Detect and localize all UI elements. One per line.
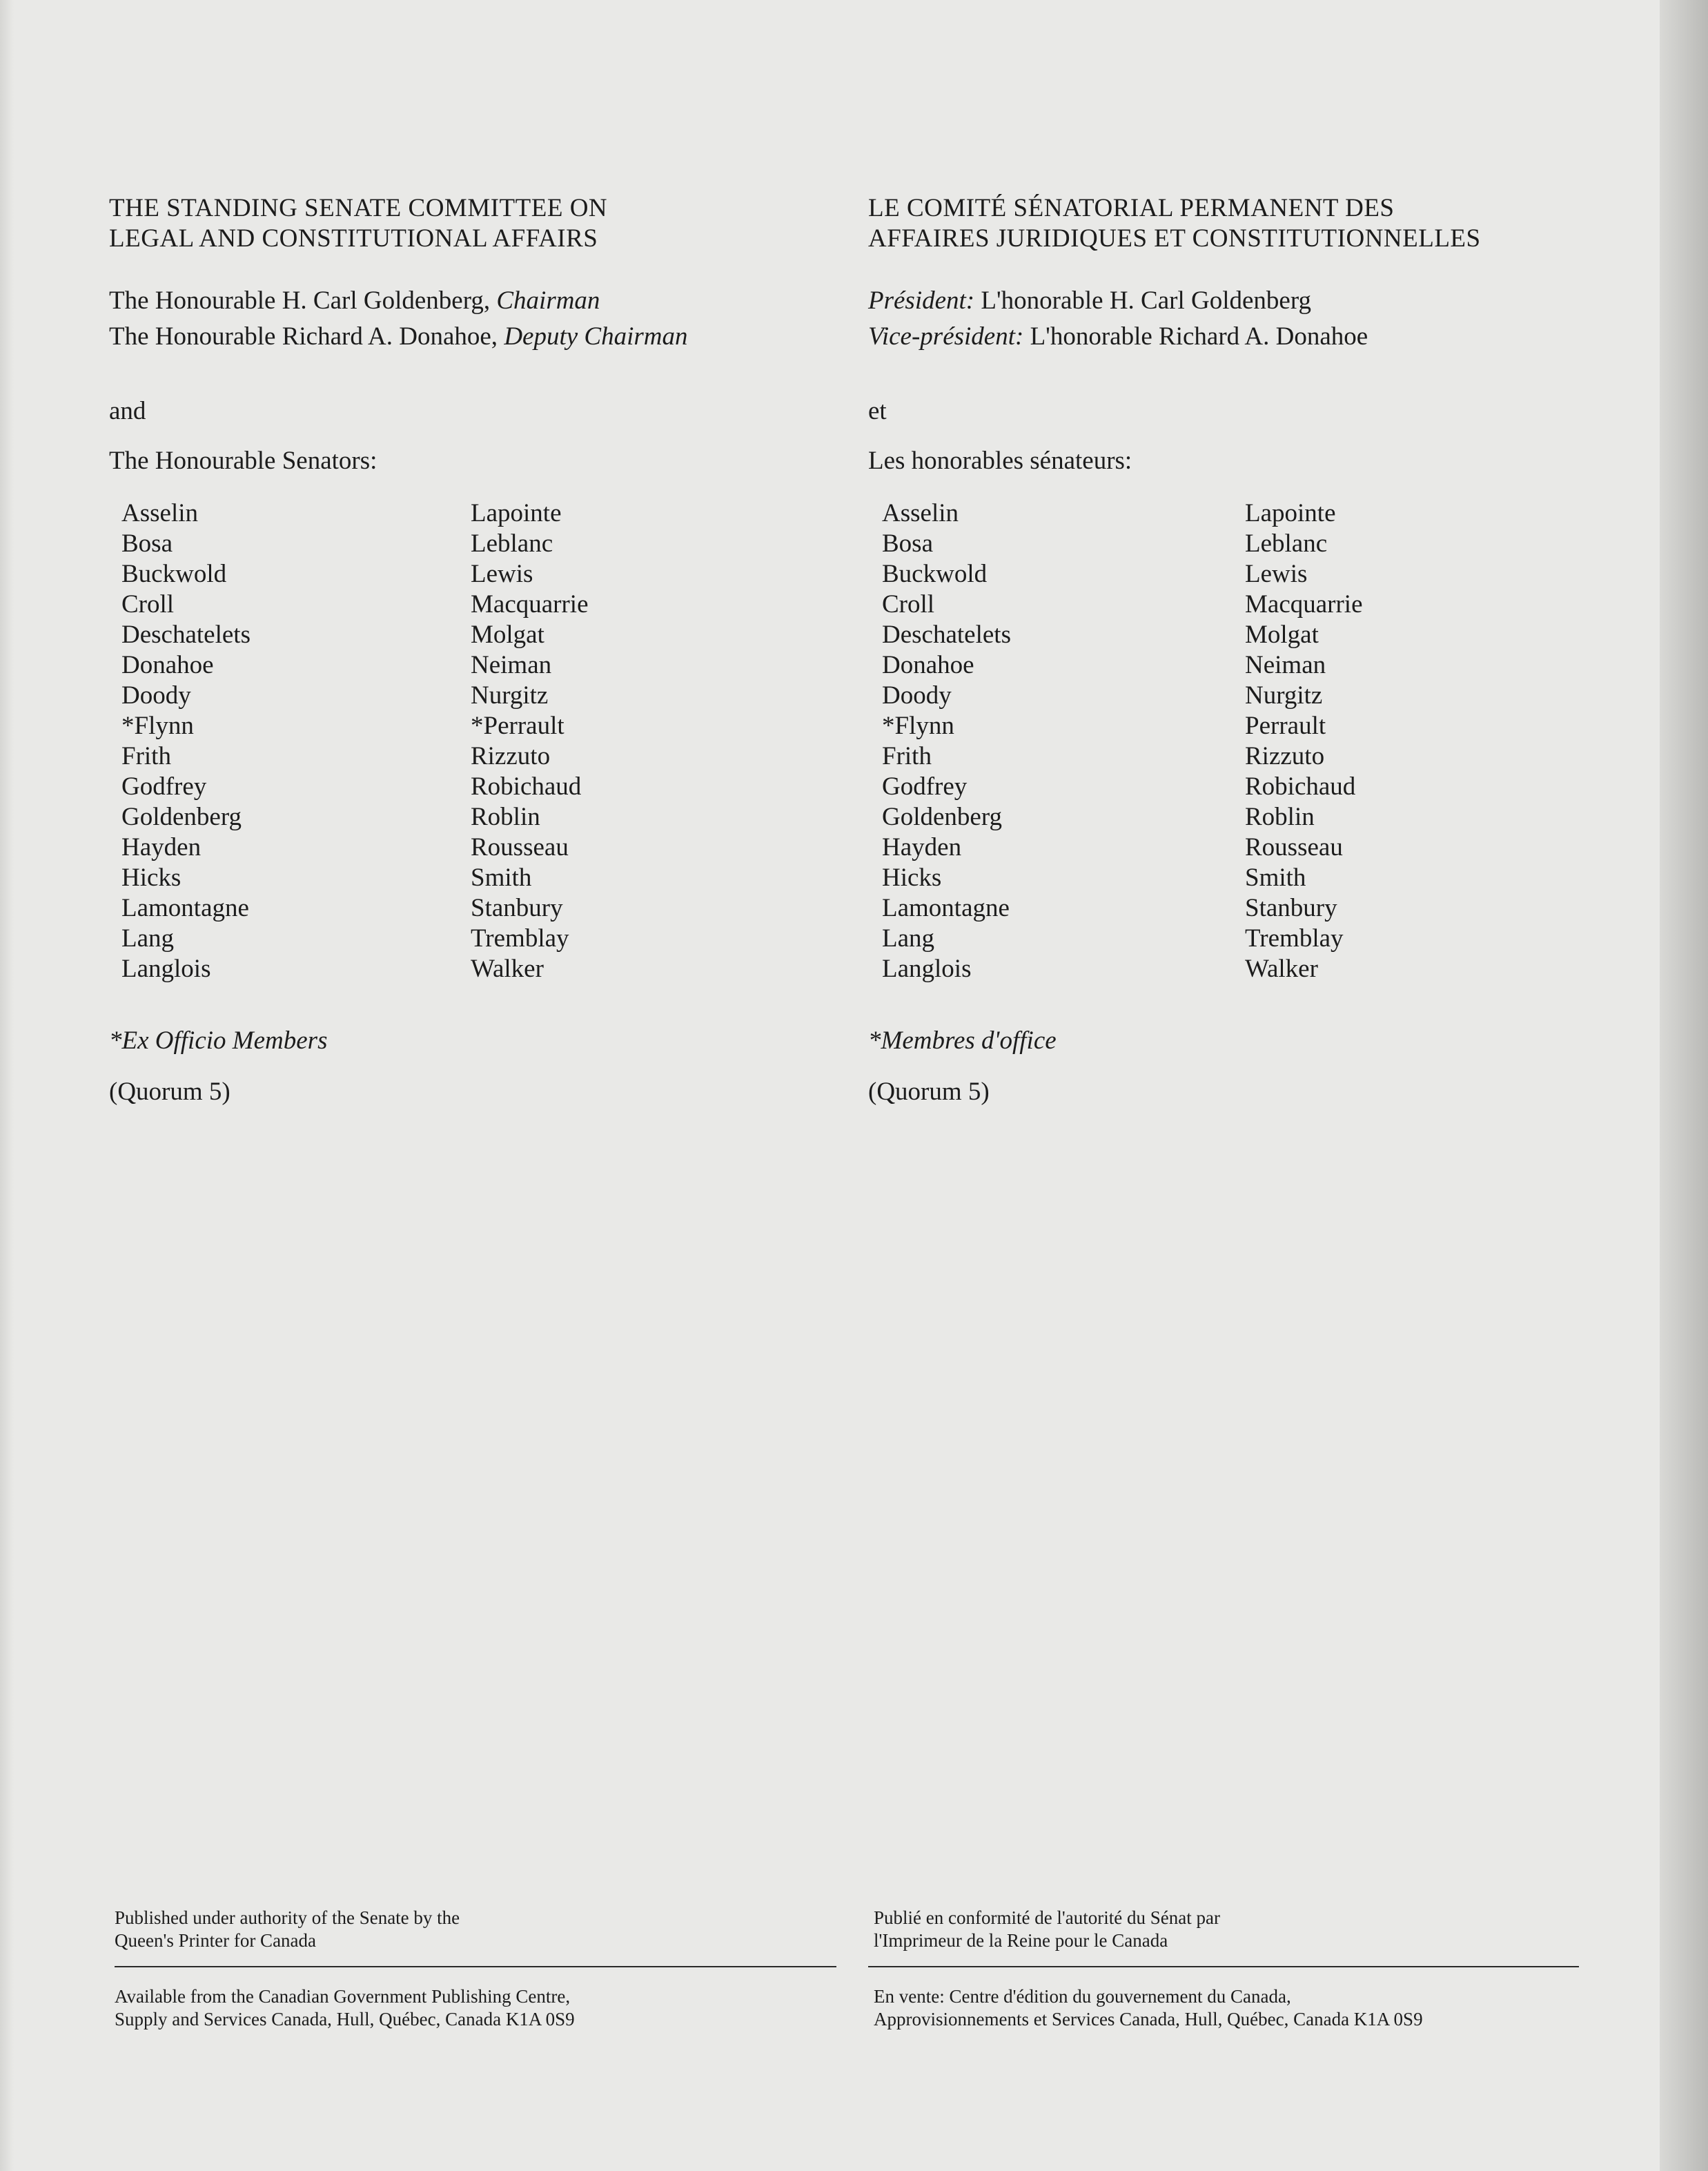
senator-name: Lamontagne xyxy=(121,894,249,922)
divider-rule xyxy=(868,1966,1579,1967)
senator-name: Hicks xyxy=(882,864,942,892)
senator-name: Macquarrie xyxy=(471,590,589,619)
vice-president-role: Vice-président: xyxy=(868,322,1024,351)
vice-president-line xyxy=(868,322,1368,352)
senator-name: Rousseau xyxy=(471,833,569,861)
senator-name: Walker xyxy=(471,955,544,983)
senator-name: Buckwold xyxy=(882,560,988,588)
president-line xyxy=(868,286,1311,316)
senator-name: Goldenberg xyxy=(121,803,242,831)
senator-name: Nurgitz xyxy=(471,681,549,710)
senator-name: Rizzuto xyxy=(1245,742,1325,770)
chairman-role: Chairman xyxy=(496,286,600,315)
senator-name: Langlois xyxy=(121,955,211,983)
senator-name: Tremblay xyxy=(1245,924,1344,953)
senator-name: Leblanc xyxy=(1245,529,1328,558)
senator-list-column-2 xyxy=(471,498,589,984)
senator-list-column-1 xyxy=(882,498,1011,984)
senator-name: Lewis xyxy=(471,560,533,588)
senator-name: Molgat xyxy=(471,621,544,649)
deputy-chairman-name: The Honourable Richard A. Donahoe, xyxy=(109,322,498,351)
title-line-1: THE STANDING SENATE COMMITTEE ON xyxy=(109,194,608,222)
senator-name: *Flynn xyxy=(121,712,194,740)
senator-name: Bosa xyxy=(121,529,173,558)
senator-name: *Perrault xyxy=(471,712,565,740)
president-name: L'honorable H. Carl Goldenberg xyxy=(981,286,1312,315)
senator-name: Donahoe xyxy=(121,651,214,679)
senator-name: Lewis xyxy=(1245,560,1308,588)
committee-title-english xyxy=(109,193,607,254)
senator-name: Robichaud xyxy=(1245,772,1356,801)
senator-name: Smith xyxy=(1245,864,1306,892)
senator-name: Walker xyxy=(1245,955,1318,983)
deputy-chairman-role: Deputy Chairman xyxy=(504,322,688,351)
ex-officio-note: *Ex Officio Members xyxy=(109,1026,328,1055)
senator-name: Hayden xyxy=(121,833,202,861)
title-line-2: LEGAL AND CONSTITUTIONAL AFFAIRS xyxy=(109,224,598,253)
senator-name: Lang xyxy=(121,924,175,953)
committee-title-french xyxy=(868,193,1481,254)
senator-name: Lapointe xyxy=(1245,499,1336,527)
published-notice: Published under authority of the Senate by the Queen's Printer for Canada xyxy=(115,1907,460,1951)
senator-name: Godfrey xyxy=(882,772,968,801)
senator-name: Doody xyxy=(882,681,952,710)
senator-name: Langlois xyxy=(882,955,972,983)
senator-name: Buckwold xyxy=(121,560,227,588)
senator-list-column-1 xyxy=(121,498,251,984)
title-line-1: LE COMITÉ SÉNATORIAL PERMANENT DES xyxy=(868,194,1395,222)
senator-name: Nurgitz xyxy=(1245,681,1323,710)
conjunction-and: and xyxy=(109,397,146,425)
senator-name: Doody xyxy=(121,681,191,710)
senator-name: Asselin xyxy=(882,499,959,527)
senator-name: Macquarrie xyxy=(1245,590,1363,619)
senators-heading: The Honourable Senators: xyxy=(109,447,377,475)
title-line-2: AFFAIRES JURIDIQUES ET CONSTITUTIONNELLES xyxy=(868,224,1481,253)
senator-name: Roblin xyxy=(471,803,540,831)
senator-name: Neiman xyxy=(471,651,552,679)
senator-name: Rousseau xyxy=(1245,833,1343,861)
president-role: Président: xyxy=(868,286,975,315)
senator-name: Lamontagne xyxy=(882,894,1010,922)
senator-name: Tremblay xyxy=(471,924,569,953)
availability-notice: En vente: Centre d'édition du gouvernement du Canada, Approvisionnements et Services Canada, Hull, Québec, Canada K1A 0S9 xyxy=(874,1986,1423,2029)
senator-name: Croll xyxy=(121,590,175,619)
ex-officio-note: *Membres d'office xyxy=(868,1026,1057,1055)
senator-name: Robichaud xyxy=(471,772,582,801)
conjunction-et: et xyxy=(868,397,887,425)
senator-name: Lapointe xyxy=(471,499,562,527)
chairman-name: The Honourable H. Carl Goldenberg, xyxy=(109,286,491,315)
senator-name: Asselin xyxy=(121,499,198,527)
senator-name: Stanbury xyxy=(471,894,563,922)
senator-name: Lang xyxy=(882,924,935,953)
senator-name: Neiman xyxy=(1245,651,1326,679)
vice-president-name: L'honorable Richard A. Donahoe xyxy=(1030,322,1368,351)
senator-name: *Flynn xyxy=(882,712,954,740)
senator-list-column-2 xyxy=(1245,498,1363,984)
senator-name: Leblanc xyxy=(471,529,553,558)
senator-name: Deschatelets xyxy=(882,621,1011,649)
chairman-line xyxy=(109,286,600,316)
availability-notice: Available from the Canadian Government Publishing Centre, Supply and Services Canada, Hull, Québec, Canada K1A 0S9 xyxy=(115,1986,575,2029)
senator-name: Rizzuto xyxy=(471,742,551,770)
senator-name: Hicks xyxy=(121,864,181,892)
senator-name: Smith xyxy=(471,864,532,892)
senator-name: Croll xyxy=(882,590,935,619)
senator-name: Donahoe xyxy=(882,651,974,679)
senator-name: Goldenberg xyxy=(882,803,1002,831)
deputy-chairman-line xyxy=(109,322,688,352)
senator-name: Perrault xyxy=(1245,712,1326,740)
senator-name: Hayden xyxy=(882,833,962,861)
senator-name: Molgat xyxy=(1245,621,1319,649)
senator-name: Frith xyxy=(121,742,171,770)
senator-name: Roblin xyxy=(1245,803,1315,831)
page-binding-shadow xyxy=(1660,0,1708,2171)
senator-name: Stanbury xyxy=(1245,894,1337,922)
senator-name: Bosa xyxy=(882,529,933,558)
page-edge xyxy=(0,0,14,2171)
quorum-note: (Quorum 5) xyxy=(868,1078,990,1106)
quorum-note: (Quorum 5) xyxy=(109,1078,230,1106)
senators-heading: Les honorables sénateurs: xyxy=(868,447,1132,475)
senator-name: Godfrey xyxy=(121,772,207,801)
published-notice: Publié en conformité de l'autorité du Sénat par l'Imprimeur de la Reine pour le Canada xyxy=(874,1907,1220,1951)
divider-rule xyxy=(115,1966,836,1967)
senator-name: Deschatelets xyxy=(121,621,251,649)
senator-name: Frith xyxy=(882,742,932,770)
